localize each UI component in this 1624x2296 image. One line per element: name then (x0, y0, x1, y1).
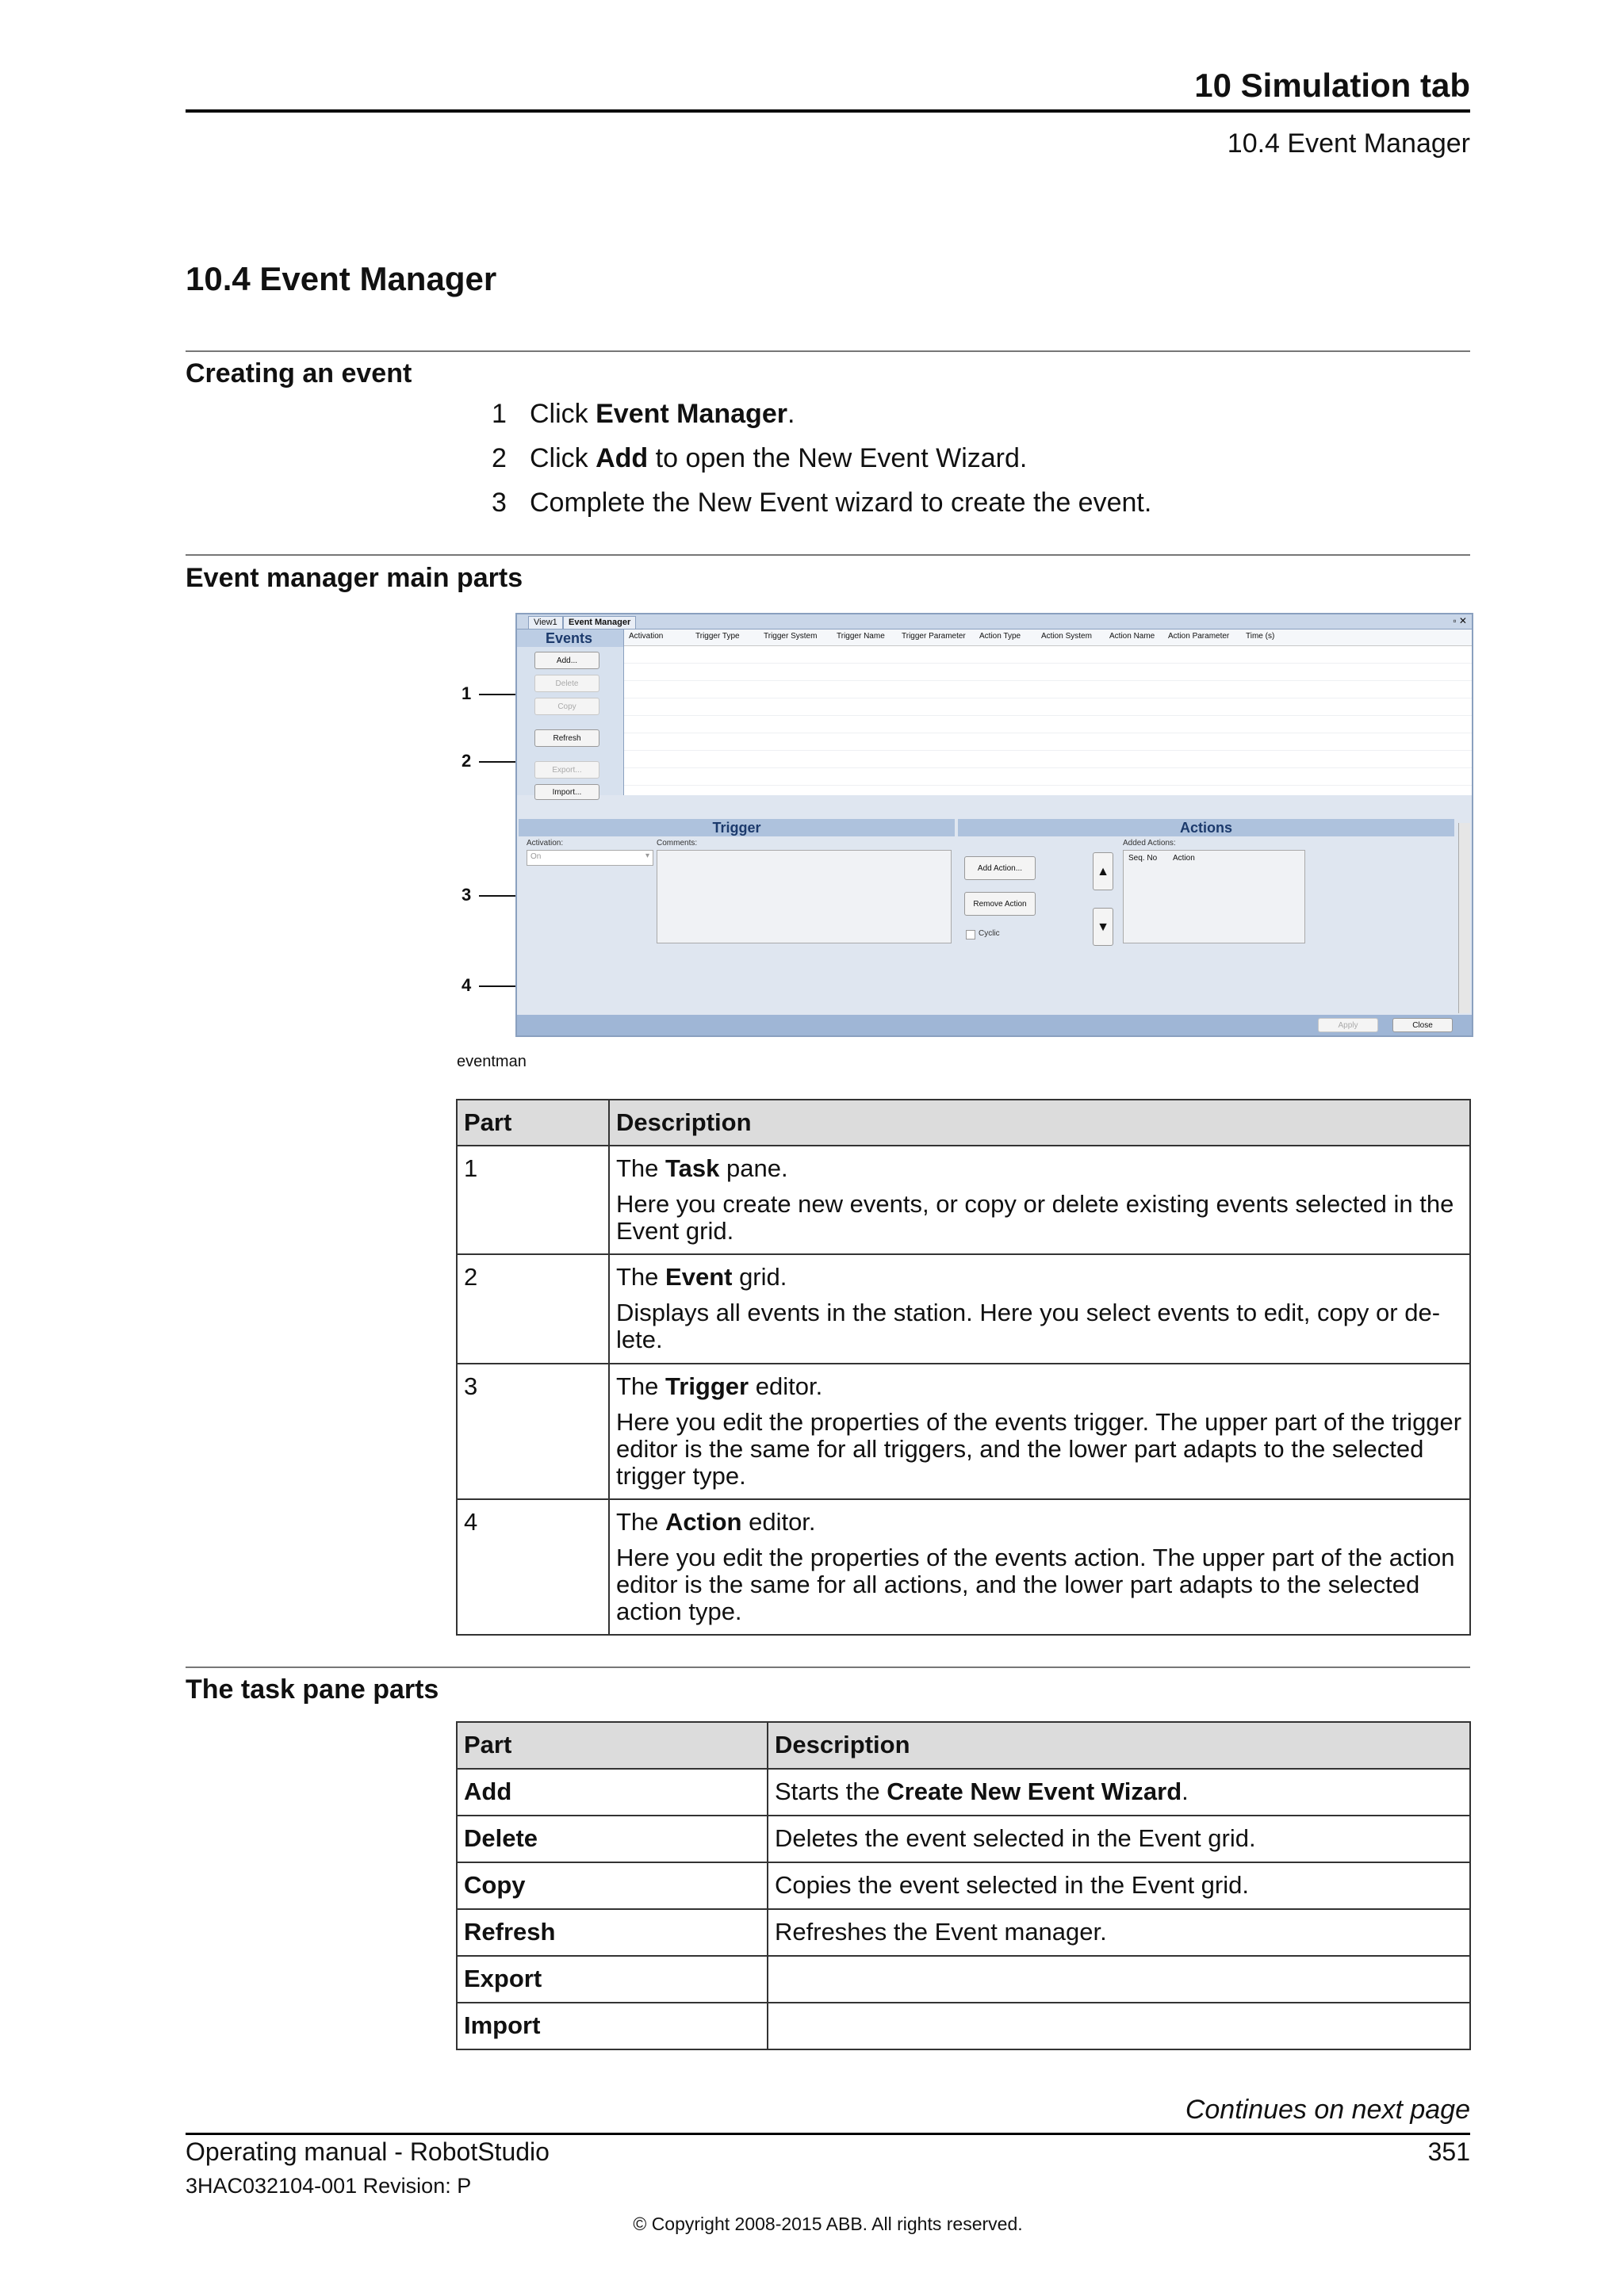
chevron-down-icon: ▾ (645, 851, 649, 860)
table-header-row (457, 1100, 1470, 1146)
description-cell: Deletes the event selected in the Event grid. (768, 1816, 1470, 1862)
activation-dropdown[interactable] (527, 850, 653, 866)
footer-rule (186, 2133, 1470, 2135)
added-actions-list[interactable] (1123, 850, 1305, 943)
table-row (457, 2003, 1470, 2049)
task-pane (517, 629, 624, 795)
added-col-action: Action (1173, 854, 1195, 863)
header-rule (186, 109, 1470, 113)
table-row (457, 1364, 1470, 1499)
grid-col[interactable]: Action Type (979, 632, 1021, 641)
move-down-icon[interactable]: ▼ (1093, 908, 1113, 946)
copyright: © Copyright 2008-2015 ABB. All rights reserved. (633, 2214, 1023, 2234)
part-cell: Delete (457, 1816, 768, 1862)
grid-col[interactable]: Trigger Type (695, 632, 740, 641)
description-cell: Refreshes the Event manager. (768, 1909, 1470, 1956)
trigger-title: Trigger (519, 819, 955, 836)
tab-bar (517, 614, 1472, 629)
table-header: Part (457, 1100, 609, 1146)
description-cell: The Task pane. Here you create new events, or copy or delete existing events selected in the Event grid. (609, 1146, 1470, 1254)
table-header: Description (609, 1100, 1470, 1146)
import-button[interactable]: Import... (534, 784, 599, 800)
part-cell: Import (457, 2003, 768, 2049)
callout-4: 4 (462, 975, 472, 995)
table-row (457, 1909, 1470, 1956)
cyclic-label: Cyclic (979, 929, 1000, 938)
grid-col[interactable]: Action Parameter (1168, 632, 1230, 641)
event-manager-screenshot (515, 613, 1473, 1037)
close-button[interactable]: Close (1392, 1018, 1453, 1032)
window-controls[interactable]: ▫ ✕ (1453, 615, 1467, 626)
callout-2: 2 (462, 751, 472, 771)
table-header-row (457, 1722, 1470, 1769)
comments-label: Comments: (657, 839, 698, 848)
description-cell: The Event grid. Displays all events in the station. Here you select events to edit, copy or de-lete. (609, 1254, 1470, 1364)
figure-caption: eventman (457, 1053, 527, 1070)
activation-value: On (530, 852, 542, 861)
vertical-scrollbar[interactable] (1458, 823, 1470, 1013)
table-row (457, 1956, 1470, 2003)
table-row (457, 1146, 1470, 1254)
callout-1: 1 (462, 683, 472, 703)
grid-col[interactable]: Time (s) (1246, 632, 1275, 641)
description-cell (768, 2003, 1470, 2049)
bottom-bar (517, 1015, 1472, 1035)
grid-line (624, 785, 1472, 786)
table-header: Description (768, 1722, 1470, 1769)
step-3: 3 Complete the New Event wizard to create the event. (492, 488, 1152, 518)
part-cell: Refresh (457, 1909, 768, 1956)
copy-button[interactable]: Copy (534, 698, 599, 715)
part-cell: 3 (457, 1364, 609, 1499)
part-cell: 1 (457, 1146, 609, 1254)
main-parts-heading: Event manager main parts (186, 563, 523, 593)
tab-event-manager[interactable]: Event Manager (563, 616, 636, 629)
grid-line (624, 680, 1472, 681)
refresh-button[interactable]: Refresh (534, 729, 599, 747)
description-cell: Copies the event selected in the Event grid. (768, 1862, 1470, 1909)
description-cell: The Action editor. Here you edit the properties of the events action. The upper part of the action editor is the same for all actions, and the lower part adapts to the selected action type. (609, 1499, 1470, 1635)
section-reference: 10.4 Event Manager (1227, 128, 1470, 159)
section-rule (186, 554, 1470, 556)
main-parts-table (456, 1099, 1471, 1636)
part-cell: Copy (457, 1862, 768, 1909)
description-cell (768, 1956, 1470, 2003)
grid-line (624, 750, 1472, 751)
delete-button[interactable]: Delete (534, 675, 599, 692)
part-cell: Export (457, 1956, 768, 2003)
events-title: Events (517, 629, 623, 647)
step-2: 2 Click Add to open the New Event Wizard. (492, 443, 1028, 473)
table-row (457, 1769, 1470, 1816)
section-title: 10.4 Event Manager (186, 260, 497, 297)
event-grid[interactable] (624, 629, 1472, 795)
part-cell: Add (457, 1769, 768, 1816)
added-col-seq: Seq. No (1128, 854, 1158, 863)
creating-event-heading: Creating an event (186, 358, 412, 388)
table-row (457, 1816, 1470, 1862)
cyclic-checkbox[interactable] (966, 930, 975, 939)
table-header: Part (457, 1722, 768, 1769)
activation-label: Activation: (527, 839, 564, 848)
grid-col[interactable]: Action System (1041, 632, 1092, 641)
grid-line (624, 715, 1472, 716)
grid-line (624, 663, 1472, 664)
apply-button[interactable]: Apply (1318, 1018, 1378, 1032)
part-cell: 2 (457, 1254, 609, 1364)
part-cell: 4 (457, 1499, 609, 1635)
step-1: 1 Click Event Manager. (492, 399, 795, 429)
comments-input[interactable] (657, 850, 952, 943)
move-up-icon[interactable]: ▲ (1093, 852, 1113, 890)
grid-col[interactable]: Activation (629, 632, 664, 641)
export-button[interactable]: Export... (534, 761, 599, 779)
remove-action-button[interactable]: Remove Action (964, 892, 1036, 916)
grid-col[interactable]: Action Name (1109, 632, 1155, 641)
callout-3: 3 (462, 885, 472, 905)
page-number: 351 (1427, 2137, 1470, 2166)
task-pane-table (456, 1721, 1471, 2050)
task-pane-heading: The task pane parts (186, 1674, 439, 1705)
actions-title: Actions (958, 819, 1454, 836)
section-rule (186, 350, 1470, 352)
grid-col[interactable]: Trigger System (764, 632, 818, 641)
description-cell: The Trigger editor. Here you edit the properties of the events trigger. The upper part of the trigger editor is the same for all triggers, and the lower part adapts to the selected trigger type. (609, 1364, 1470, 1499)
manual-title: Operating manual - RobotStudio (186, 2137, 550, 2166)
added-actions-label: Added Actions: (1123, 839, 1176, 848)
tab-view1[interactable]: View1 (528, 616, 563, 629)
grid-col[interactable]: Trigger Name (837, 632, 885, 641)
grid-col[interactable]: Trigger Parameter (902, 632, 966, 641)
grid-line (624, 767, 1472, 768)
document-revision: 3HAC032104-001 Revision: P (186, 2174, 472, 2198)
continues-note: Continues on next page (1185, 2095, 1470, 2125)
grid-header (624, 629, 1472, 646)
chapter-title: 10 Simulation tab (1194, 67, 1470, 104)
table-row (457, 1499, 1470, 1635)
section-rule (186, 1667, 1470, 1668)
table-row (457, 1254, 1470, 1364)
description-cell: Starts the Create New Event Wizard. (768, 1769, 1470, 1816)
add-action-button[interactable]: Add Action... (964, 856, 1036, 880)
table-row (457, 1862, 1470, 1909)
add-button[interactable]: Add... (534, 652, 599, 669)
